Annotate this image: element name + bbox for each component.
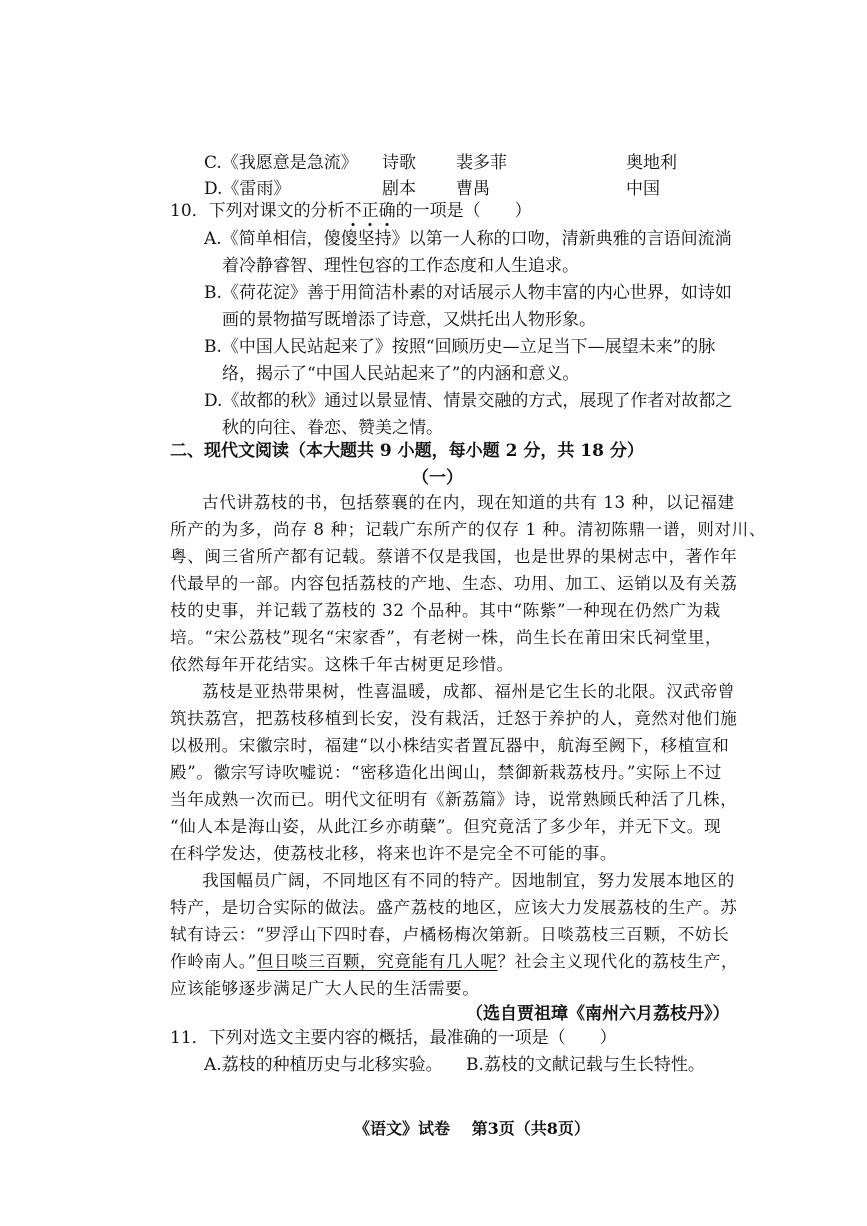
q11-option-a: A.荔枝的种植历史与北移实验。 [204, 1055, 443, 1075]
q10-option-c-line2: 络，揭示了“中国人民站起来了”的内涵和意义。 [222, 364, 580, 384]
q10-option-b-line1: B.《荷花淀》善于用简洁朴素的对话展示人物丰富的内心世界，如诗如 [204, 283, 732, 303]
passage-line: 代最早的一部。内容包括荔枝的产地、生态、功用、加工、运销以及有关荔 [170, 574, 738, 593]
q10-option-c-line1: B.《中国人民站起来了》按照“回顾历史—立足当下—展望未来”的脉 [204, 337, 716, 357]
passage-line: 当年成熟一次而已。明代文征明有《新荔篇》诗，说常熟顾氏种活了几株， [170, 790, 738, 809]
passage-line: 殿”。徽宗写诗吹嘘说：“密移造化出闽山，禁御新栽荔枝丹。”实际上不过 [170, 763, 722, 782]
passage-line: 粤、闽三省所产都有记载。蔡谱不仅是我国，也是世界的果树志中，著作年 [170, 547, 738, 566]
option-genre: 剧本 [382, 179, 416, 199]
stem-text: 的一项是（ ） [395, 201, 532, 221]
passage-line: 荔枝是亚热带果树，性喜温暖，成都、福州是它生长的北限。汉武帝曾 [202, 682, 736, 701]
emphasis-char: 确 [378, 201, 396, 221]
passage-line: 应该能够逐步满足广大人民的生活需要。 [170, 979, 480, 998]
option-label: D.《雷雨》 [204, 179, 291, 199]
passage-line: 所产的为多，尚存 8 种；记载广东所产的仅存 1 种。清初陈鼎一谱，则对川、 [170, 520, 767, 539]
q10-stem [170, 201, 532, 221]
passage-line [170, 952, 738, 972]
passage-line: 枝的史事，并记载了荔枝的 32 个品种。其中“陈紫”一种现在仍然广为栽 [170, 601, 721, 620]
question-number: 10． [170, 201, 209, 221]
passage-line: 轼有诗云：“罗浮山下四时春，卢橘杨梅次第新。日啖荔枝三百颗，不妨长 [170, 925, 730, 944]
q10-option-b-line2: 画的景物描写既增添了诗意，又烘托出人物形象。 [222, 310, 596, 330]
q10-option-d-line1: D.《故都的秋》通过以景显情、情景交融的方式，展现了作者对故都之 [204, 391, 733, 411]
stem-text: 下列对课文的分析 [208, 201, 345, 221]
option-author: 曹禺 [456, 179, 490, 199]
passage-line: 培。“宋公荔枝”现名“宋家香”，有老树一株，尚生长在莆田宋氏祠堂里， [170, 628, 723, 647]
text-segment: 作岭南人。” [170, 952, 257, 971]
q11-option-b: B.荔枝的文献记载与生长特性。 [466, 1055, 705, 1075]
option-genre: 诗歌 [382, 153, 416, 173]
option-country: 奥地利 [626, 153, 677, 173]
underlined-sentence: 但日啖三百颗，究竟能有几人呢 [256, 952, 498, 971]
passage-source: （选自贾祖璋《南州六月荔枝丹》） [466, 1004, 730, 1024]
q10-option-a-line2: 着冷静睿智、理性包容的工作态度和人生追求。 [222, 256, 579, 276]
q11-stem: 11．下列对选文主要内容的概括，最准确的一项是（ ） [170, 1028, 617, 1048]
passage-line: 以极刑。宋徽宗时，福建“以小株结实者置瓦器中，航海至阙下，移植宣和 [170, 736, 730, 755]
passage-line: 筑扶荔宫，把荔枝移植到长安，没有栽活，迁怒于养护的人，竟然对他们施 [170, 709, 738, 728]
sub-heading: （一） [412, 468, 463, 488]
passage-line: 特产，是切合实际的做法。盛产荔枝的地区，应该大力发展荔枝的生产。苏 [170, 898, 738, 917]
passage-line: “仙人本是海山姿，从此江乡亦萌蘖”。但究竟活了多少年，并无下文。现 [170, 817, 722, 836]
passage-line: 古代讲荔枝的书，包括蔡襄的在内，现在知道的共有 13 种，以记福建 [202, 493, 735, 512]
section-heading: 二、现代文阅读（本大题共 9 小题，每小题 2 分，共 18 分） [170, 441, 644, 461]
option-country: 中国 [626, 179, 660, 199]
option-author: 裴多菲 [456, 153, 507, 173]
q10-option-a-line1: A.《简单相信，傻傻坚持》以第一人称的口吻，清新典雅的言语间流淌 [204, 229, 732, 249]
passage-line: 我国幅员广阔，不同地区有不同的特产。因地制宜，努力发展本地区的 [202, 871, 736, 890]
text-segment: ？社会主义现代化的荔枝生产， [497, 952, 739, 971]
passage-line: 依然每年开花结实。这株千年古树更足珍惜。 [170, 655, 514, 674]
passage-line: 在科学发达，使荔枝北移，将来也许不是完全不可能的事。 [170, 844, 618, 863]
option-label: C.《我愿意是急流》 [204, 153, 358, 173]
page-footer: 《语文》试卷 第3页（共8页） [354, 1119, 590, 1138]
emphasis-char: 正 [361, 201, 379, 221]
q10-option-d-line2: 秋的向往、眷恋、赞美之情。 [222, 418, 443, 438]
emphasis-char: 不 [344, 201, 362, 221]
